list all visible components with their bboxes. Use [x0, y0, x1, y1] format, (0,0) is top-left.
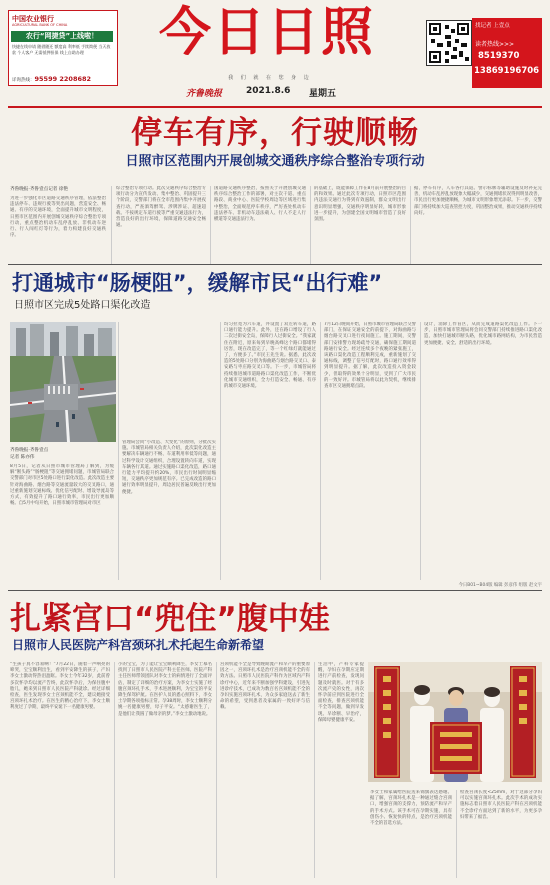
article3-body-col4: 生活中，产科专家提醒，孕妇在孕期应定期进行产前检查，发现问题及时就医。对于有多次流产史的女性，再次怀孕前应到医院进行全面检查，排查宫颈机能不全等问题，做到早发现、早诊断、早治疗，保障母婴健康平安。	[318, 662, 364, 723]
column-divider	[220, 322, 221, 580]
article2-headline: 打通城市“肠梗阻”，缓解市民“出行难”	[12, 271, 383, 295]
column-divider	[114, 662, 115, 878]
section-divider	[8, 264, 542, 265]
column-divider	[410, 186, 411, 264]
article3-body-col3: 宫颈机能不全是导致晚期流产和早产的重要原因之一，宫颈环扎术是治疗宫颈机能不全的有效方法。日照市人民医院产科作为区域内产科诊疗中心，近年来不断加强学科建设，引进先进诊疗技术，已成功为数百名宫颈机能不全的孕妇实施宫颈环扎术，为众多家庭送去了新生命的希望，受到患者及家属的一致好评与信赖。	[220, 662, 310, 711]
article2-byline-text: 齐鲁晚报·齐鲁壹点 记者 陈亦伟	[10, 448, 49, 460]
column-divider	[118, 322, 119, 580]
ad-body: 快捷在线申请 随借随还 额度高 利率低 手续简便 当天放款 个人客户 无需抵押担保 线上自助办理	[12, 44, 111, 55]
article1-body-col2: 综合整治专项行动。此次交通秩序综合整治专项行动分为宣传发动、集中整治、巩固提升三个阶段，交警部门将在全市范围内集中开展夜查行动，严查酒驾醉驾、涉牌涉证、超速超载、不按规定车道行驶等严重交通违法行为，营造良好的出行环境，保障道路交通安全畅通。	[116, 186, 206, 229]
article3-body-col1: “生孩子真不容易啊！”7月22日，随着一声响亮的啼哭，宝宝顺利出生，看到平安降生的孩子，产妇李女士激动得热泪盈眶。李女士今年32岁，此前曾多次怀孕均以流产告终，此次怀孕后，为保住腹中胎儿，她来到日照市人民医院产科就诊。经过详细检查，医生发现李女士宫颈机能不全，建议她接受宫颈环扎术治疗。在医生的精心治疗下，李女士顺利度过了孕期，最终平安诞下一名健康男婴。	[10, 662, 110, 711]
article1-byline: 齐鲁晚报·齐鲁壹点记者 徐艳	[10, 187, 69, 192]
hotline-box-call-label: 读者热线>>>	[475, 41, 515, 48]
article1-body-col5: 据，停车有序，人车各行其道。警示标牌等辅助设施及时补充完善，机动车乱停乱放现象大幅减少，交通拥堵状况得到明显改善，市民出行更加便捷顺畅，为城市文明形象增光添彩。下一步，交警部门将持续加大巡查管控力度，巩固整治成果，推动交通秩序持续向好。	[414, 186, 542, 216]
qr-code-graphic	[427, 21, 471, 65]
article2-body-col1: 8月5日，记者从日照市城市管理局了解到，为缓解“断头路”“肠梗阻”等交通拥堵问题，市城管局联合交警部门对市区5处路口进行渠化改造。此次改造主要针对海曲路、烟台路等交通流量较大的交叉路口，通过重新施划交通标线、优化信号配时、增设导流岛等方式，有效提升了路口通行效率，市民出行更加顺畅。自5月中旬开始，日照市城市管理局对市区	[10, 464, 114, 507]
page-footer-note: 今日B01~B04版 编辑 彭彦伟 组版 赵文宇	[458, 583, 542, 588]
article1-body-col3: 国道路交通秩序整治，按照关于开展创城交通秩序综合整治工作的部署，对主次干道、重点路段、商业中心、医院学校周边等区域进行集中整治，全面规范停车秩序，严厉查处机动车违法停车、非机动车违法载人、行人不走人行横道等交通违法行为。	[214, 186, 306, 223]
article2-body-col4: 7月12日晚间开始，日照市城市管理局联合交警部门，在保证交通安全的前提下，对海曲路与烟台路交叉口进行夜间施工。施工期间，交警部门安排警力现场疏导交通，确保施工期间道路通行安全。经过连续多个夜晚的紧张施工，该路口渠化改造工程顺利完成，重新施划了交通标线，调整了信号灯配时，路口通行效率得到明显提升。据了解，此次改造投入资金较少，但取得的效果十分明显，受到了广大市民的一致好评。市城管局将以此为契机，继续排查市区交通拥堵点段。	[324, 322, 416, 390]
column-divider	[216, 662, 217, 878]
hotline-box-label: 找记者 上壹点	[475, 23, 510, 29]
hotline-phone-2[interactable]: 13869196706	[474, 66, 540, 76]
masthead-motto: 我 们 就 在 您 身 边	[228, 75, 312, 81]
doctors-banner-photo	[368, 662, 542, 782]
article2-body-col3: 均匀拉宽为六车道，并设置了双左转车道，路口通行能力提升。此外，还在路口增设了行人二次过街安全岛，保障行人过街安全。“我家就住在附近，原来每到早晚高峰这个路口都堵得厉害，现在改造完了，等一个红绿灯就能通过了，方便多了。”市民王先生说。据悉，此次改造的5处路口分别为海曲路与烟台路交叉口、泰安路与枣庄路交叉口等。下一步，市城管局将持续推进城市道路路口渠化改造工作，不断优化城市交通组织，全力打造安全、畅通、有序的城市交通环境。	[224, 322, 316, 390]
article2-byline	[10, 448, 110, 461]
hotline-phone-1[interactable]: 8519370	[478, 51, 520, 61]
road-intersection-photo	[10, 322, 116, 442]
ad-bank-name: 中国农业银行	[12, 15, 54, 23]
column-divider	[320, 322, 321, 580]
column-divider	[420, 322, 421, 580]
bank-advertisement[interactable]	[8, 10, 118, 86]
masthead-title: 今日日照	[158, 3, 375, 63]
qr-code-icon[interactable]	[426, 20, 472, 66]
article2-body-col5: 设计，消除工作盲区，从而完成道路渠化改造工作。下一步，日照市城市管理局将会同交警部门持续推进路口渠化改造，加快打通城市断头路，优化城市路网结构，为市民营造更加便捷、安全、舒适的出行环境。	[424, 322, 542, 346]
article1-headline: 停车有序，行驶顺畅	[131, 115, 419, 151]
column-divider	[111, 186, 112, 264]
column-divider	[210, 186, 211, 264]
masthead-divider	[8, 106, 542, 108]
column-divider	[314, 662, 315, 878]
article1-subheadline: 日照市区范围内开展创城交通秩序综合整治专项行动	[125, 154, 425, 169]
article1-body-col1: 为进一步强化市区道路交通秩序管理，依法整治违法停车、违规行驶等突出问题，营造安全、畅通、有序的交通环境，全面提升城市文明程度，日照市区范围内开展创城交通秩序综合整治专项行动，重点整治机动车乱停乱放、非机动车逆行、行人闯红灯等行为，着力构建良好交通秩序。	[10, 196, 106, 239]
article1-body-col4: 的基础上，既能保障工作在8月前开展整治的目的和效果。通过此次专项行动，日照市区范围内违法交通行为得到有效遏制，群众文明出行意识明显增强，交通秩序明显好转，城市形象进一步提升，为创建全国文明城市营造了良好氛围。	[314, 186, 406, 223]
ad-hotline-number: 95599 2208682	[34, 75, 92, 83]
article3-headline: 扎紧宫口“兜住”腹中娃	[10, 601, 330, 637]
ad-hotline	[12, 75, 91, 83]
doctors-banner-graphic	[368, 662, 542, 782]
column-divider	[456, 790, 457, 878]
ad-bank-english: AGRICULTURAL BANK OF CHINA	[12, 23, 68, 27]
article3-body-col5: 李女士和家属给医院送来锦旗表达感谢。据了解，宫颈环扎术是一种通过缝合宫颈口，增强宫颈的支撑力，预防流产和早产的手术方式。该手术可在孕期实施，具有创伤小、恢复快的特点，是治疗宫颈机能不全的首选方法。	[370, 790, 452, 827]
reader-hotline-box	[472, 18, 542, 88]
road-intersection-graphic	[10, 322, 116, 442]
article2-body-col2: 管理局会同“小改造、大变化”的原则，分批次实施。市城管局相关负责人介绍，此次渠化改造主要解决车辆通行不畅、车道利用率低等问题，通过科学设计交通组织，合理设置转向车道，实现车辆各行其道。通过实施路口渠化改造，路口通行能力平均提升约20%，市民出行时间明显缩短，交通秩序更加规范有序。已完成改造的路口通行效率明显提升，周边居民普遍反映出行更加便捷。	[122, 440, 216, 495]
issue-weekday: 星期五	[309, 89, 337, 99]
ad-hotline-label: 详询热线：	[12, 78, 35, 83]
section-divider	[8, 590, 542, 591]
article3-subheadline: 日照市人民医院产科宫颈环扎术托起生命新希望	[12, 638, 265, 652]
article2-subheadline: 日照市区完成5处路口渠化改造	[14, 300, 151, 311]
ad-slogan: 农行“网捷贷”上线啦！	[11, 31, 113, 42]
article3-body-col6: 检查宫颈长度<25mm，对于这部分孕妇可以实施宫颈环扎术。此次手术的成功实施标志着日照市人民医院产科在宫颈机能不全诊疗方面达到了新的水平，为更多孕妇带来了福音。	[460, 790, 542, 820]
issue-date: 2021.8.6	[246, 86, 291, 96]
article3-body-col2: 小的宝宝，为了能让宝宝顺利降生，李女士慕名找到了日照市人民医院产科主任医师。医院产科主任医师带领团队对李女士的病情进行了全面评估，制定了详细的治疗方案，为李女士实施了经腹宫颈环扎手术，手术进展顺利，为宝宝的平安降生保驾护航。在医护人员的悉心照料下，李女士孕期各项指标正常。孕38周时，李女士顺利分娩一名健康男婴，母子平安。“太感谢医生了，是他们让我圆了做母亲的梦。”李女士激动地说。	[118, 662, 212, 717]
newspaper-logo: 齐鲁晚报	[186, 89, 223, 99]
column-divider	[310, 186, 311, 264]
